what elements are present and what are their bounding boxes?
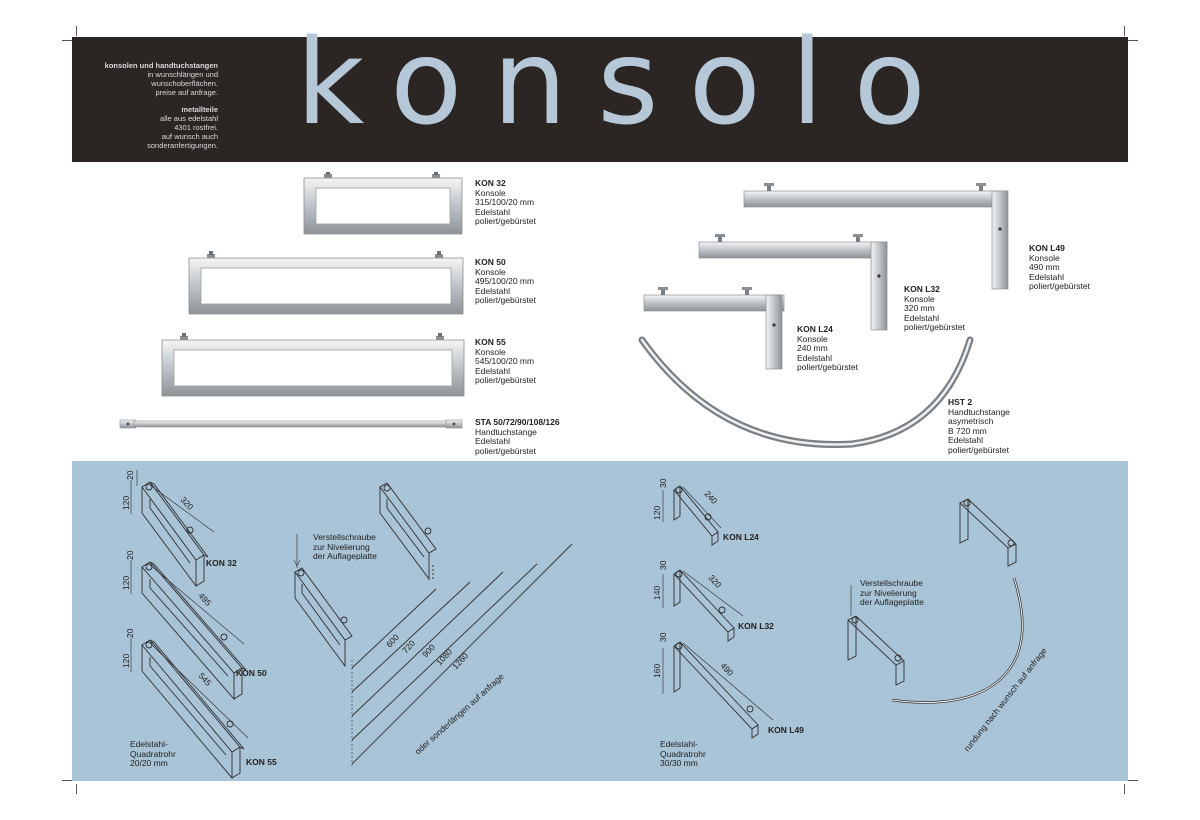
label-kon55: KON 55 bbox=[246, 757, 277, 767]
product-line: Edelstahl bbox=[475, 436, 510, 447]
crop-mark bbox=[1128, 40, 1138, 41]
dim-20: 20 bbox=[125, 628, 135, 638]
dim-545: 545 bbox=[196, 670, 214, 688]
round-note: rundung nach wunsch auf anfrage bbox=[961, 645, 1049, 754]
note-line: der Auflageplatte bbox=[313, 551, 377, 562]
dim-30: 30 bbox=[658, 632, 668, 642]
label-kon50: KON 50 bbox=[236, 668, 267, 678]
crop-mark bbox=[1124, 784, 1125, 794]
product-line: poliert/gebürstet bbox=[948, 444, 1009, 455]
note-line: Verstellschraube bbox=[860, 578, 923, 588]
crop-mark bbox=[62, 780, 72, 781]
product-name: KON L49 bbox=[1029, 243, 1065, 253]
product-line: Konsole bbox=[904, 293, 935, 304]
kon32-photo bbox=[300, 172, 466, 238]
intro-line: preise auf anfrage. bbox=[155, 88, 218, 97]
product-line: Konsole bbox=[1029, 252, 1060, 263]
intro-line: in wunschlängen und bbox=[147, 70, 218, 79]
product-line: poliert/gebürstet bbox=[475, 375, 536, 386]
dim-495: 495 bbox=[196, 590, 214, 608]
metal-heading: metallteile bbox=[181, 105, 218, 114]
dim-140: 140 bbox=[652, 585, 662, 600]
product-line: asymetrisch bbox=[948, 416, 994, 427]
dim-320: 320 bbox=[178, 494, 196, 512]
technical-drawings-panel bbox=[72, 461, 1128, 781]
note-line: Verstellschraube bbox=[313, 532, 376, 542]
product-name: STA 50/72/90/108/126 bbox=[475, 417, 560, 427]
product-line: 495/100/20 mm bbox=[475, 276, 535, 287]
dim-320: 320 bbox=[706, 572, 724, 590]
product-name: KON L24 bbox=[797, 324, 833, 334]
product-line: Edelstahl bbox=[475, 206, 510, 217]
dim-120: 120 bbox=[121, 653, 131, 668]
note-line: der Auflageplatte bbox=[860, 597, 924, 608]
product-label-konl24 bbox=[797, 325, 858, 373]
label-kon32: KON 32 bbox=[206, 558, 237, 568]
metal-line: 4301 rostfrei. bbox=[174, 123, 218, 132]
product-line: poliert/gebürstet bbox=[475, 216, 536, 227]
crop-mark bbox=[62, 40, 72, 41]
product-line: Edelstahl bbox=[797, 352, 832, 363]
product-line: Edelstahl bbox=[904, 312, 939, 323]
note-line: zur Nivelierung bbox=[313, 541, 370, 552]
product-line: poliert/gebürstet bbox=[797, 362, 858, 373]
metal-line: auf wunsch auch bbox=[161, 132, 218, 141]
product-label-sta bbox=[475, 418, 560, 456]
kon50-photo bbox=[185, 250, 467, 318]
product-label-kon50 bbox=[475, 258, 536, 306]
label-konl24: KON L24 bbox=[723, 532, 759, 542]
note-line: 30/30 mm bbox=[660, 758, 698, 769]
product-line: Edelstahl bbox=[475, 285, 510, 296]
product-line: Konsole bbox=[475, 346, 506, 357]
product-line: poliert/gebürstet bbox=[904, 322, 965, 333]
product-line: Konsole bbox=[797, 333, 828, 344]
brand-logo: konsolo bbox=[296, 13, 956, 151]
product-line: Edelstahl bbox=[1029, 271, 1064, 282]
metal-line: alle aus edelstahl bbox=[160, 114, 218, 123]
dim-490: 490 bbox=[718, 660, 736, 678]
product-line: poliert/gebürstet bbox=[475, 295, 536, 306]
dim-1080: 1080 bbox=[434, 646, 455, 668]
product-line: poliert/gebürstet bbox=[475, 445, 536, 456]
product-name: KON 32 bbox=[475, 178, 506, 188]
dim-1260: 1260 bbox=[450, 650, 471, 672]
product-name: KON 50 bbox=[475, 257, 506, 267]
tube-note-left bbox=[130, 740, 176, 769]
note-line: 20/20 mm bbox=[130, 758, 168, 769]
intro-line: wunschoberflächen. bbox=[151, 79, 218, 88]
metal-line: sonderanfertigungen. bbox=[147, 141, 218, 150]
sta-rail-photo bbox=[118, 416, 466, 432]
product-line: Konsole bbox=[475, 266, 506, 277]
product-label-konl32 bbox=[904, 285, 965, 333]
dim-120: 120 bbox=[121, 575, 131, 590]
note-line: zur Nivelierung bbox=[860, 587, 917, 598]
product-label-konl49 bbox=[1029, 244, 1090, 292]
dim-20: 20 bbox=[125, 470, 135, 480]
label-konl32: KON L32 bbox=[738, 621, 774, 631]
product-name: KON 55 bbox=[475, 337, 506, 347]
dim-20: 20 bbox=[125, 550, 135, 560]
dim-900: 900 bbox=[420, 642, 437, 660]
product-line: Handtuchstange bbox=[475, 426, 537, 437]
crop-mark bbox=[76, 784, 77, 794]
product-name: HST 2 bbox=[948, 397, 973, 407]
note-line: Quadratrohr bbox=[130, 748, 176, 759]
label-konl49: KON L49 bbox=[768, 725, 804, 735]
kon55-photo bbox=[158, 332, 468, 400]
product-label-kon32 bbox=[475, 179, 536, 227]
product-line: poliert/gebürstet bbox=[1029, 281, 1090, 292]
product-name: KON L32 bbox=[904, 284, 940, 294]
product-line: Konsole bbox=[475, 187, 506, 198]
crop-mark bbox=[76, 26, 77, 36]
dim-720: 720 bbox=[400, 638, 417, 656]
dim-30: 30 bbox=[658, 560, 668, 570]
note-line: Quadratrohr bbox=[660, 748, 706, 759]
product-line: 545/100/20 mm bbox=[475, 356, 535, 367]
dim-240: 240 bbox=[702, 488, 720, 506]
tube-note-right bbox=[660, 740, 706, 769]
dim-160: 160 bbox=[652, 663, 662, 678]
crop-mark bbox=[1128, 780, 1138, 781]
product-line: 490 mm bbox=[1029, 262, 1060, 273]
product-line: B 720 mm bbox=[948, 425, 987, 436]
rail-note: oder sonderlängen auf anfrage bbox=[412, 671, 506, 757]
note-line: Edelstahl- bbox=[660, 739, 698, 749]
product-line: 320 mm bbox=[904, 303, 935, 314]
product-label-kon55 bbox=[475, 338, 536, 386]
crop-mark bbox=[1124, 26, 1125, 36]
product-line: 240 mm bbox=[797, 343, 828, 354]
product-line: Handtuchstange bbox=[948, 406, 1010, 417]
product-line: Edelstahl bbox=[475, 365, 510, 376]
dim-120: 120 bbox=[121, 495, 131, 510]
product-label-hst2 bbox=[948, 398, 1010, 456]
intro-heading: konsolen und handtuchstangen bbox=[104, 61, 218, 70]
screw-note-left bbox=[313, 533, 377, 562]
dim-120: 120 bbox=[652, 505, 662, 520]
brand-banner bbox=[72, 13, 1128, 162]
dim-30: 30 bbox=[658, 478, 668, 488]
product-line: Edelstahl bbox=[948, 435, 983, 446]
brand-intro bbox=[72, 61, 218, 158]
product-line: 315/100/20 mm bbox=[475, 197, 535, 208]
screw-note-right bbox=[860, 579, 924, 608]
note-line: Edelstahl- bbox=[130, 739, 168, 749]
dim-600: 600 bbox=[384, 632, 401, 650]
